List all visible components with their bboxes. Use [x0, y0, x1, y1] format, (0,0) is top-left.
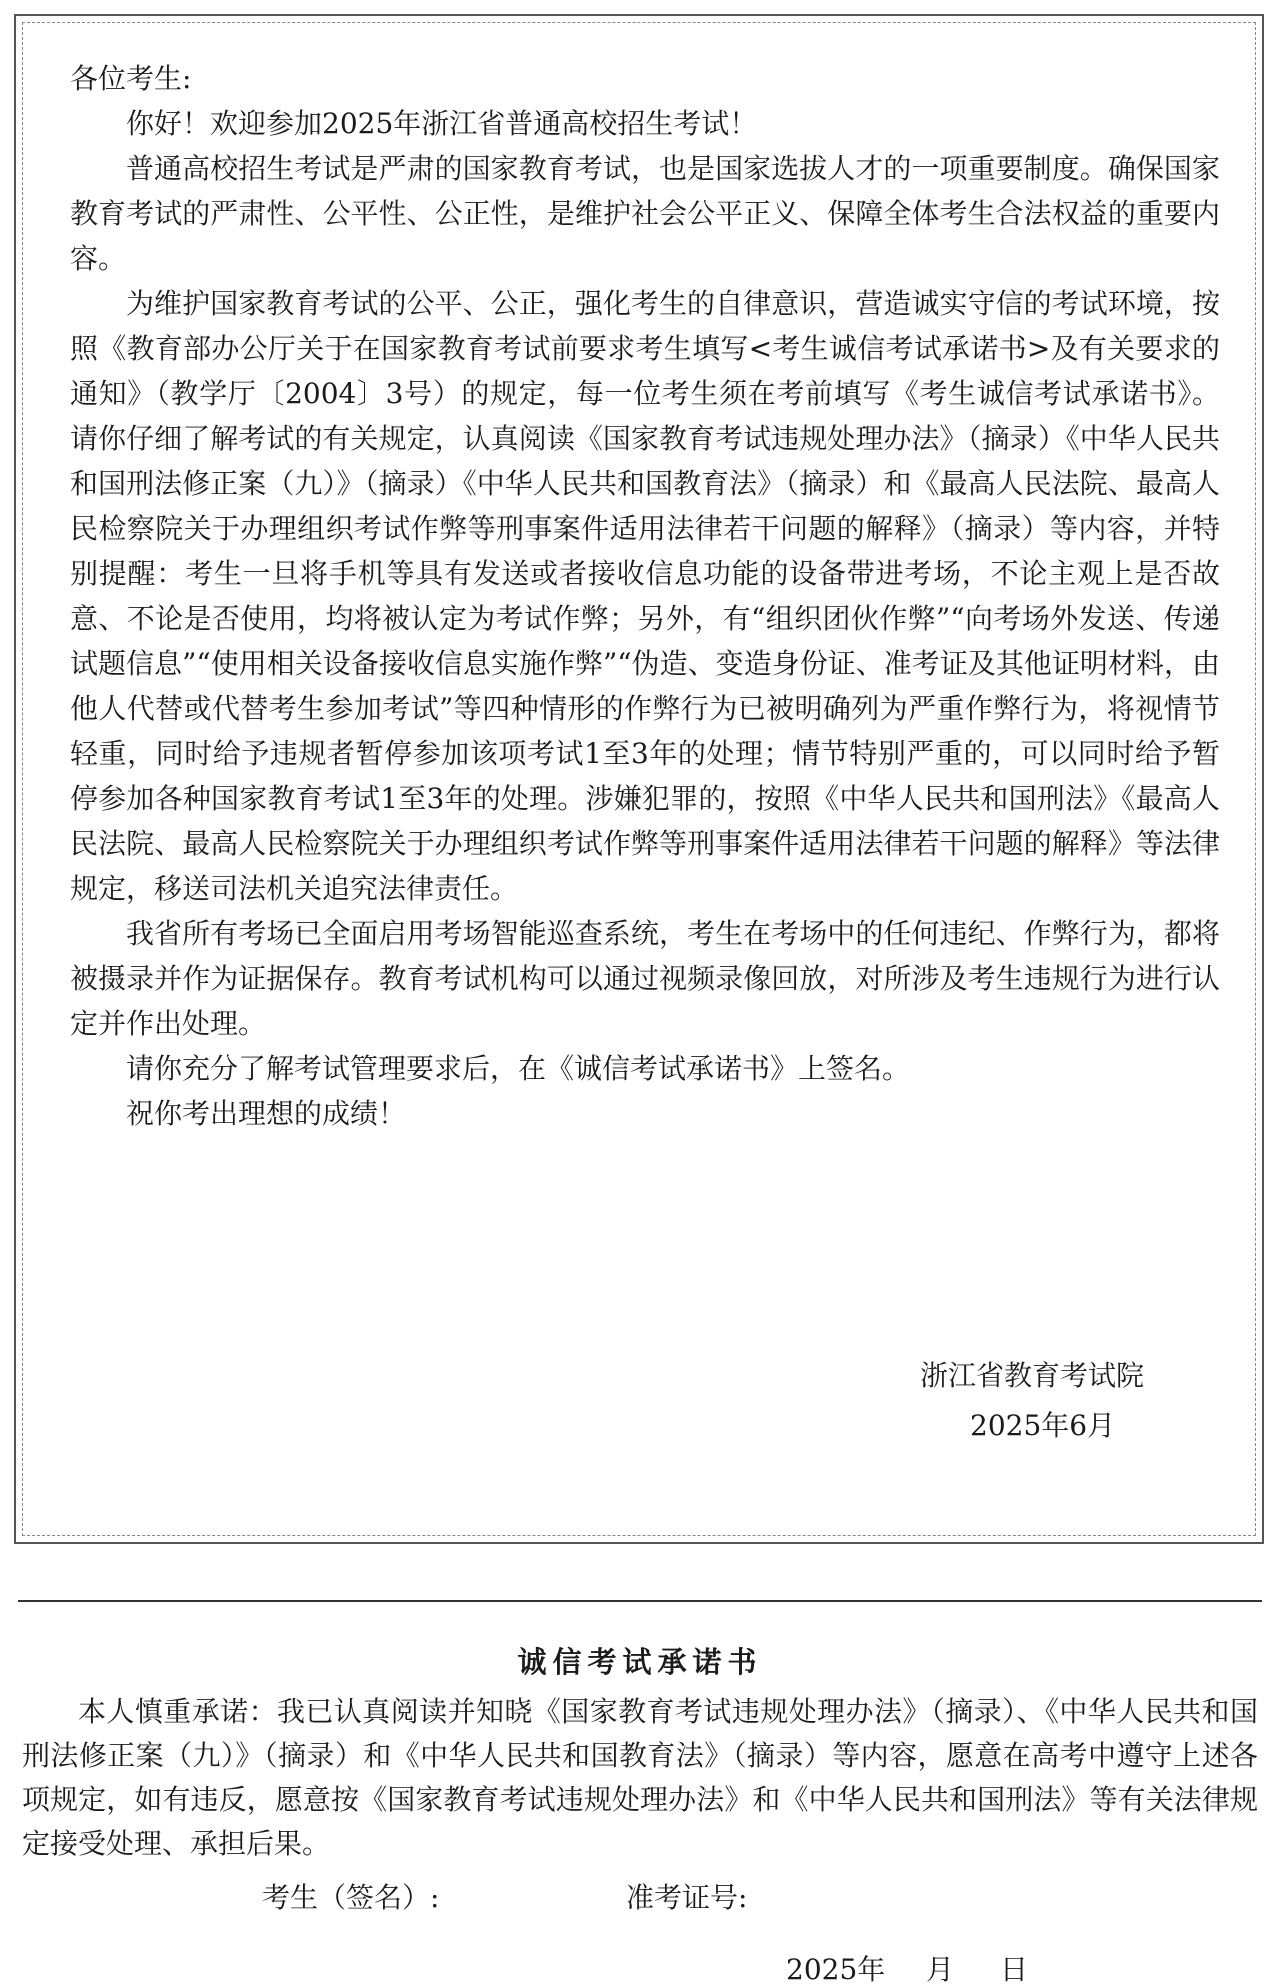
pledge-body	[22, 1690, 1258, 1866]
letter-paragraph-sign-request: 请你充分了解考试管理要求后，在《诚信考试承诺书》上签名。	[126, 1052, 911, 1085]
exam-number-label: 准考证号:	[626, 1881, 748, 1914]
letter-paragraph-importance: 普通高校招生考试是严肃的国家教育考试，也是国家选拔人才的一项重要制度。确保国家教育考试的严肃性、公平性、公正性，是维护社会公平正义、保障全体考生合法权益的重要内容。	[70, 152, 1220, 275]
candidate-signature-label: 考生（签名）:	[262, 1881, 440, 1914]
letter-greeting: 你好！欢迎参加2025年浙江省普通高校招生考试！	[126, 107, 758, 140]
notice-letter	[70, 56, 1220, 1136]
letter-salutation: 各位考生:	[70, 62, 192, 95]
pledge-date-year: 2025年	[786, 1953, 886, 1986]
letter-paragraph-rules: 为维护国家教育考试的公平、公正，强化考生的自律意识，营造诚实守信的考试环境，按照《教育部办公厅关于在国家教育考试前要求考生填写<考生诚信考试承诺书>及有关要求的通知》（教学厅〔2004〕3号）的规定，每一位考生须在考前填写《考生诚信考试承诺书》。请你仔细了解考试的有关规定，认真阅读《国家教育考试违规处理办法》（摘录）《中华人民共和国刑法修正案（九）》（摘录）《中华人民共和国教育法》（摘录）和《最高人民法院、最高人民检察院关于办理组织考试作弊等刑事案件适用法律若干问题的解释》（摘录）等内容，并特别提醒：考生一旦将手机等具有发送或者接收信息功能的设备带进考场，不论主观上是否故意、不论是否使用，均将被认定为考试作弊；另外，有“组织团伙作弊”“向考场外发送、传递试题信息”“使用相关设备接收信息实施作弊”“伪造、变造身份证、准考证及其他证明材料，由他人代替或代替考生参加考试”等四种情形的作弊行为已被明确列为严重作弊行为，将视情节轻重，同时给予违规者暂停参加该项考试1至3年的处理；情节特别严重的，可以同时给予暂停参加各种国家教育考试1至3年的处理。涉嫌犯罪的，按照《中华人民共和国刑法》《最高人民法院、最高人民检察院关于办理组织考试作弊等刑事案件适用法律若干问题的解释》等法律规定，移送司法机关追究法律责任。	[70, 287, 1220, 905]
pledge-date-month: 月	[926, 1953, 955, 1986]
pledge-text: 本人慎重承诺：我已认真阅读并知晓《国家教育考试违规处理办法》（摘录）、《中华人民共和国刑法修正案（九）》（摘录）和《中华人民共和国教育法》（摘录）等内容，愿意在高考中遵守上述各项规定，如有违反，愿意按《国家教育考试违规处理办法》和《中华人民共和国刑法》等有关法律规定接受处理、承担后果。	[22, 1695, 1258, 1860]
pledge-title: 诚信考试承诺书	[517, 1645, 763, 1679]
letter-closing-wish: 祝你考出理想的成绩！	[126, 1097, 407, 1130]
section-divider	[18, 1600, 1262, 1602]
letter-paragraph-surveillance: 我省所有考场已全面启用考场智能巡查系统，考生在考场中的任何违纪、作弊行为，都将被摄录并作为证据保存。教育考试机构可以通过视频录像回放，对所涉及考生违规行为进行认定并作出处理。	[70, 917, 1220, 1040]
letter-signature-org: 浙江省教育考试院	[920, 1359, 1145, 1392]
letter-signature-date: 2025年6月	[970, 1409, 1116, 1442]
pledge-date-day: 日	[1000, 1953, 1029, 1986]
